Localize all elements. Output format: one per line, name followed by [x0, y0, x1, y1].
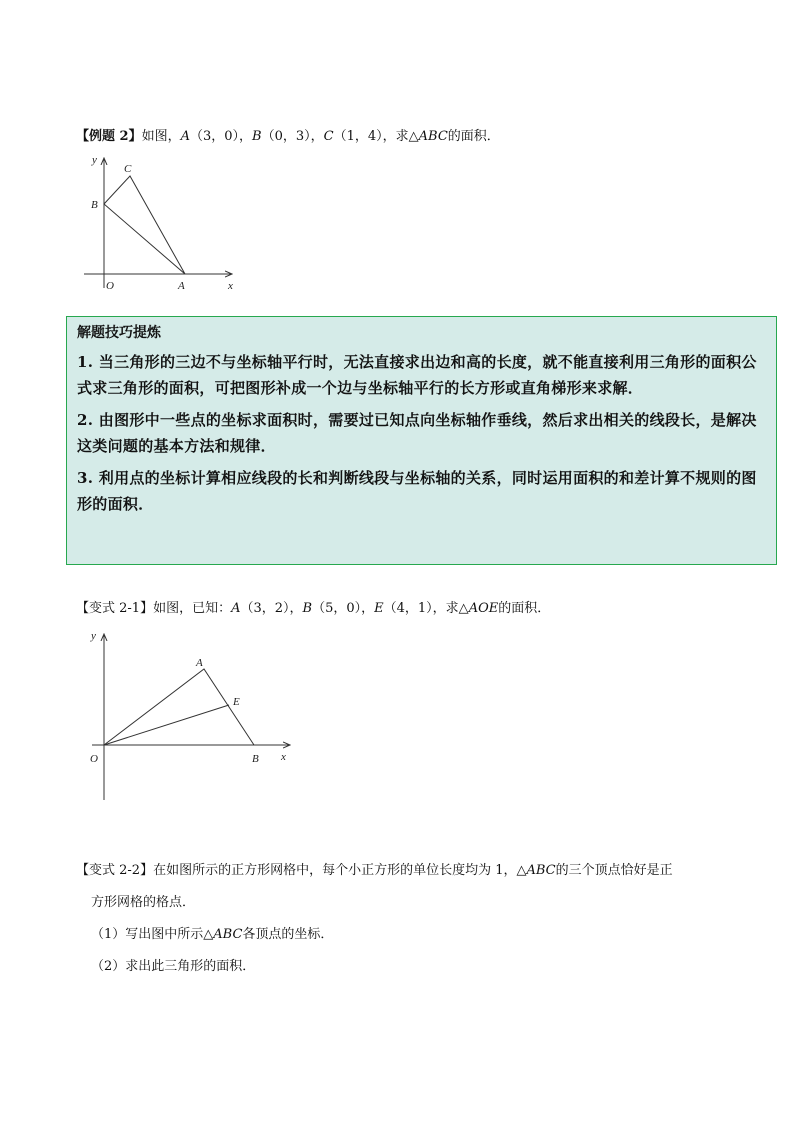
point-b-label: B — [91, 199, 98, 211]
example2-tag: 【例题 2】 — [76, 129, 142, 144]
point-c-label: C — [124, 163, 132, 175]
y-axis-label: y — [91, 630, 96, 642]
point-a-label: A — [196, 657, 203, 669]
example2-statement: 【例题 2】如图，A（3，0），B（0，3），C（1，4），求△ABC的面积． — [76, 129, 500, 144]
variant22-line2: 方形网格的格点． — [91, 895, 196, 910]
segments-oab — [104, 669, 254, 745]
variant22-question-2: （2）求出此三角形的面积． — [91, 959, 256, 974]
tips-box — [66, 316, 777, 565]
x-axis-label: x — [281, 751, 286, 763]
point-b-label: B — [252, 753, 259, 765]
tip-item: 2. 由图形中一些点的坐标求面积时，需要过已知点向坐标轴作垂线，然后求出相关的线段长，是解决这类问题的基本方法和规律． — [77, 411, 757, 455]
origin-label: O — [90, 753, 98, 765]
example2-figure — [80, 148, 250, 296]
variant22-question-1: （1）写出图中所示△ABC各顶点的坐标． — [91, 927, 334, 942]
point-e-label: E — [233, 696, 240, 708]
variant21-figure — [82, 624, 300, 804]
x-axis-label: x — [228, 280, 233, 292]
variant21-tag: 【变式 2-1】 — [76, 601, 154, 616]
variant22-tag: 【变式 2-2】 — [76, 863, 154, 878]
variant22-line1: 【变式 2-2】在如图所示的正方形网格中，每个小正方形的单位长度均为 1，△ABC的三个顶点恰好是正 — [76, 863, 673, 878]
segment-oe — [104, 705, 229, 745]
y-axis-label: y — [92, 154, 97, 166]
tips-title: 解题技巧提炼 — [77, 325, 161, 341]
tip-item: 1. 当三角形的三边不与坐标轴平行时，无法直接求出边和高的长度，就不能直接利用三角形的面积公式求三角形的面积，可把图形补成一个边与坐标轴平行的长方形或直角梯形来求解． — [77, 353, 757, 397]
tip-item: 3. 利用点的坐标计算相应线段的长和判断线段与坐标轴的关系，同时运用面积的和差计算不规则的图形的面积． — [77, 469, 757, 513]
triangle-abc — [104, 176, 185, 274]
origin-label: O — [106, 280, 114, 292]
point-a-label: A — [178, 280, 185, 292]
variant21-statement: 【变式 2-1】如图，已知：A（3，2），B（5，0），E（4，1），求△AOE的面积． — [76, 601, 551, 616]
